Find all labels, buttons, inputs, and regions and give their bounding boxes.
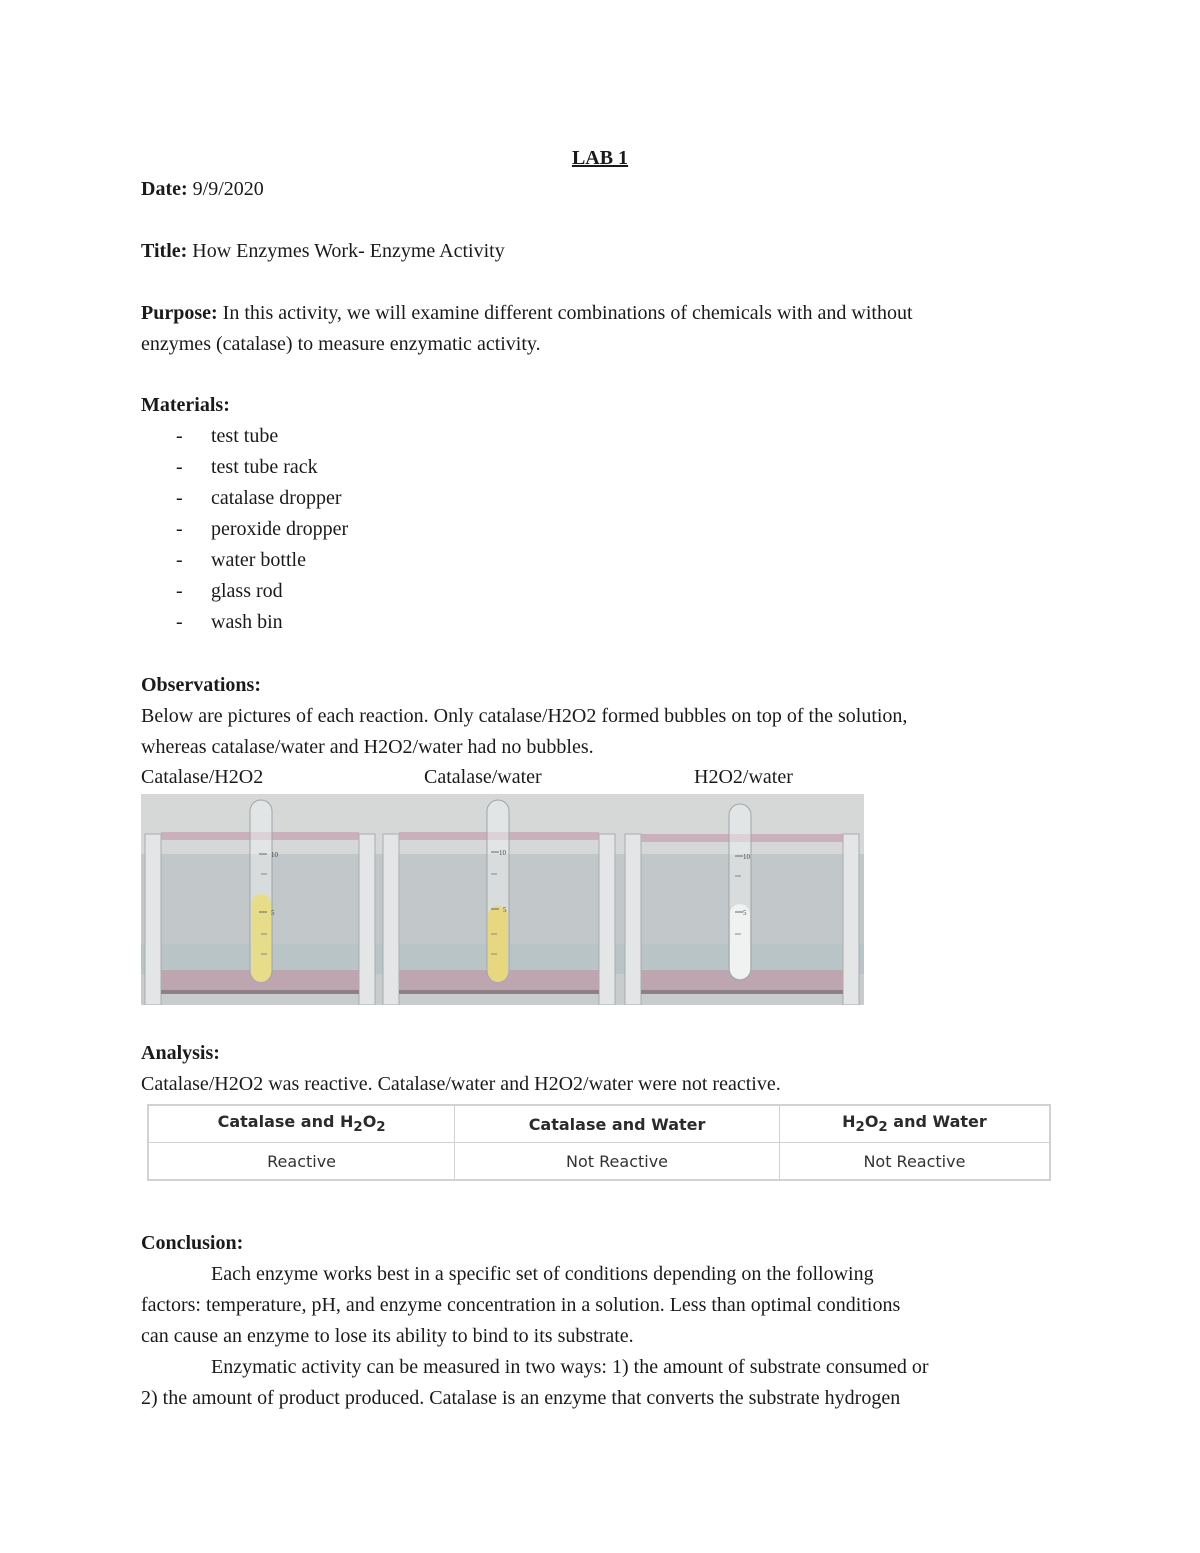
materials-list (141, 421, 348, 638)
observations-label: Observations: (141, 674, 261, 696)
tube-mark-5: 5 (503, 906, 507, 914)
liquid-fill (730, 904, 750, 979)
date-label: Date: (141, 178, 188, 200)
observations-line-2: whereas catalase/water and H2O2/water had no bubbles. (141, 736, 594, 758)
photo-h2o2-water (619, 794, 864, 1005)
header-catalase-h2o2: Catalase and $H_2O_2$ (148, 1105, 455, 1143)
conclusion-label: Conclusion: (141, 1232, 244, 1254)
tube-mark-10: 10 (499, 849, 506, 857)
observations-line-1: Below are pictures of each reaction. Only catalase/H2O2 formed bubbles on top of the solution, (141, 705, 908, 727)
list-item: - glass rod (176, 580, 283, 602)
liquid-fill (488, 906, 508, 982)
page-title: LAB 1 (571, 147, 629, 169)
tube-mark-5: 5 (743, 909, 747, 917)
list-item: - wash bin (176, 611, 283, 633)
conclusion-paragraph-2: Enzymatic activity can be measured in two ways: 1) the amount of substrate consumed or 2) the amount of product produced. Catalase is an enzyme that converts the substrate hydrogen (141, 1356, 929, 1409)
header-catalase-water: Catalase and Water (455, 1105, 780, 1143)
caption-catalase-h2o2: Catalase/H2O2 (141, 766, 264, 788)
list-item: - peroxide dropper (176, 518, 349, 540)
photo-catalase-h2o2 (141, 794, 379, 1005)
analysis-label: Analysis: (141, 1042, 220, 1064)
purpose-line-1 (141, 298, 913, 329)
test-tube-image (141, 794, 379, 1005)
photo-catalase-water (379, 794, 619, 1005)
list-item: - catalase dropper (176, 487, 342, 509)
date-value: 9/9/2020 (187, 178, 264, 200)
list-item: - water bottle (176, 549, 306, 571)
analysis-text: Catalase/H2O2 was reactive. Catalase/water and H2O2/water were not reactive. (141, 1073, 781, 1095)
table-row (148, 1143, 1050, 1181)
results-table (147, 1104, 1051, 1181)
purpose-line-2: enzymes (catalase) to measure enzymatic activity. (141, 333, 541, 355)
test-tube-image (379, 794, 619, 1005)
test-tube-image (619, 794, 864, 1005)
title-value: How Enzymes Work- Enzyme Activity (187, 240, 505, 262)
header-h2o2-water: $H_2O_2$ and Water (779, 1105, 1050, 1143)
table-header-row (148, 1105, 1050, 1143)
title-label: Title: (141, 240, 188, 262)
conclusion-paragraph-1: Each enzyme works best in a specific set of conditions depending on the following factors: temperature, pH, and enzyme concentration in a solution. Less than optimal conditions can cause an enzyme to lose its ability to bind to its substrate. (141, 1263, 901, 1347)
tube-mark-5: 5 (271, 909, 275, 917)
caption-catalase-water: Catalase/water (424, 766, 542, 788)
list-item: - test tube rack (176, 456, 318, 478)
purpose-text-1: In this activity, we will examine different combinations of chemicals with and without (217, 302, 913, 324)
purpose-label: Purpose: (141, 302, 218, 324)
cell-h2o2-water: Not Reactive (779, 1143, 1050, 1181)
tube-mark-10: 10 (271, 851, 278, 859)
cell-catalase-water: Not Reactive (455, 1143, 780, 1181)
list-item: - test tube (176, 425, 279, 447)
date-line (141, 174, 264, 205)
tube-mark-10: 10 (743, 853, 750, 861)
title-line (141, 236, 505, 267)
liquid-fill (251, 894, 271, 982)
caption-h2o2-water: H2O2/water (694, 766, 793, 788)
cell-catalase-h2o2: Reactive (148, 1143, 455, 1181)
materials-label: Materials: (141, 394, 230, 416)
